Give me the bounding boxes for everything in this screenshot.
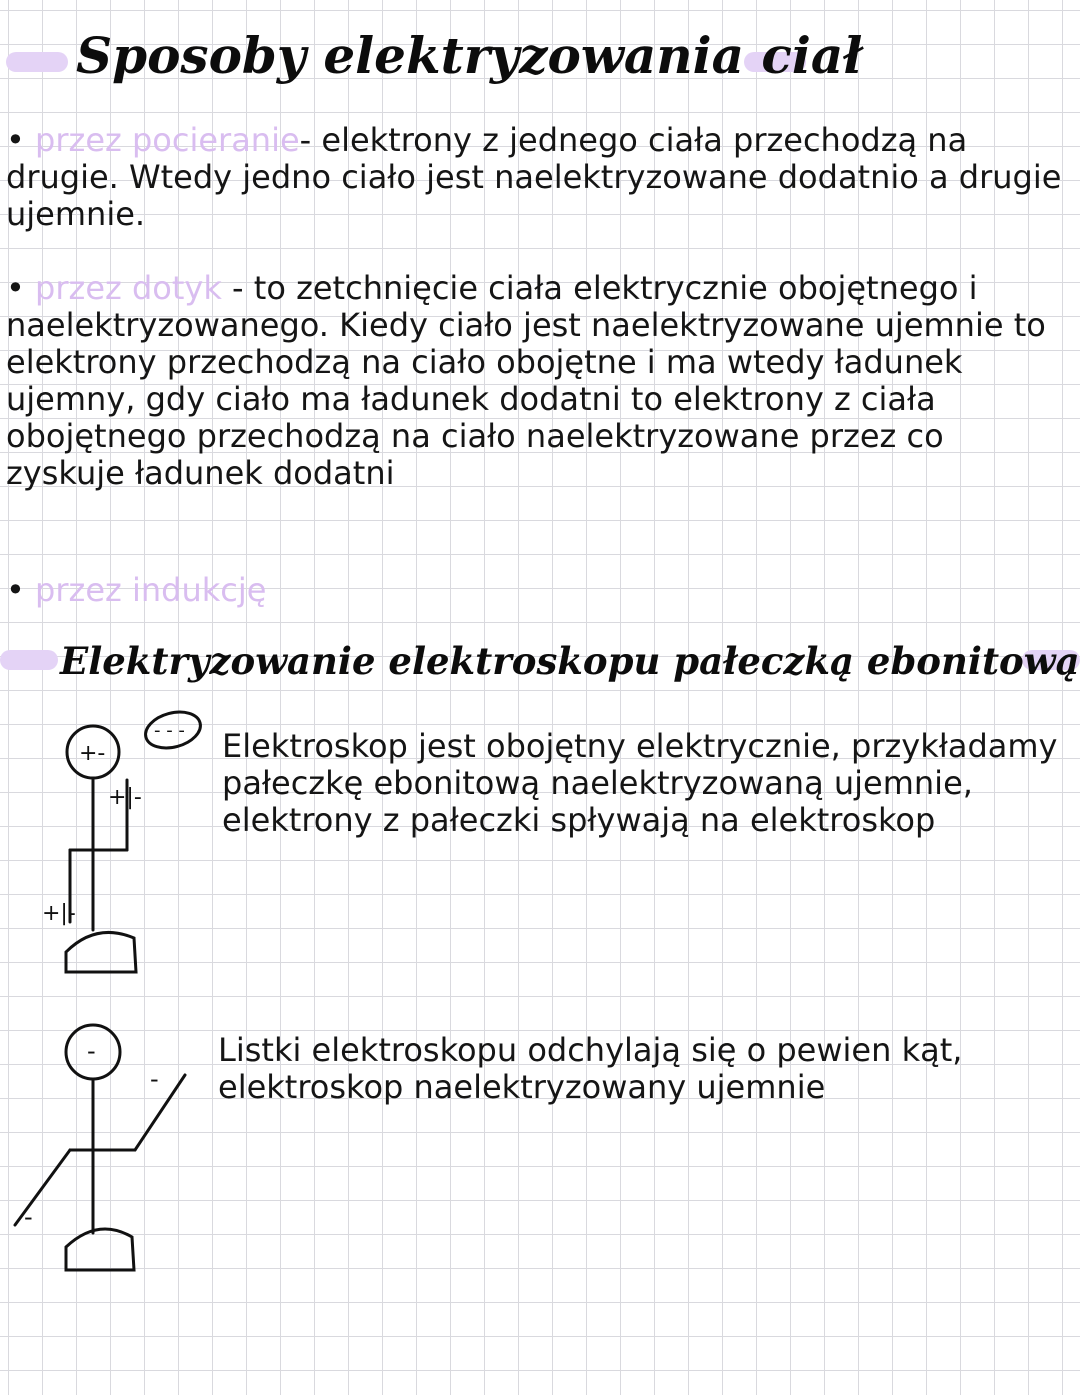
step2-text: Listki elektroskopu odchylają się o pewien kąt, elektroskop naelektryzowany ujemnie <box>218 1031 963 1106</box>
bullet: • <box>6 121 25 159</box>
leaf-left-label: - <box>24 1203 33 1231</box>
leaf-right-label: - <box>150 1065 159 1093</box>
method-description: - elektrony z jednego ciała przechodzą na drugie. Wtedy jedno ciało jest naelektryzowane dodatnio a drugie ujemnie. <box>6 121 1062 233</box>
method-term: przez dotyk <box>35 269 222 307</box>
method-description: - to zetchnięcie ciała elektrycznie obojętnego i naelektryzowanego. Kiedy ciało jest naelektryzowane ujemnie to elektrony przechodzą na ciało obojętne i ma wtedy ładunek ujemny, gdy ciało ma ładunek dodatni to elektrony z ciała obojętnego przechodzą na ciało naelektryzowane przez co zyskuje ładunek dodatni <box>6 269 1046 492</box>
section-highlight-left <box>0 650 58 670</box>
method-rubbing <box>6 122 1072 233</box>
ball-charge-label: +- <box>79 741 106 766</box>
electroscope-diagram-charged <box>10 1015 200 1285</box>
electroscope-base <box>66 932 136 972</box>
page-title: Sposoby elektryzowania ciał <box>76 26 863 85</box>
rod-charge-label: - - - <box>154 720 185 741</box>
upper-charge-label: +|- <box>108 785 142 810</box>
title-highlight-left <box>6 52 68 72</box>
electroscope-base <box>66 1229 134 1270</box>
method-term: przez indukcję <box>35 571 267 609</box>
method-induction <box>6 572 1072 609</box>
leaf-right <box>135 1075 185 1150</box>
section-title: Elektryzowanie elektroskopu pałeczką ebonitową <box>60 639 1080 683</box>
electroscope-diagram-neutral <box>30 700 220 990</box>
bullet: • <box>6 269 25 307</box>
bullet: • <box>6 571 25 609</box>
ball-charge-label: - <box>87 1037 96 1065</box>
method-touch <box>6 270 1072 492</box>
step1-text: Elektroskop jest obojętny elektrycznie, przykładamy pałeczkę ebonitową naelektryzowaną ujemnie, elektrony z pałeczki spływają na elektroskop <box>222 727 1058 839</box>
lower-charge-label: +|- <box>42 901 76 926</box>
method-term: przez pocieranie <box>35 121 300 159</box>
